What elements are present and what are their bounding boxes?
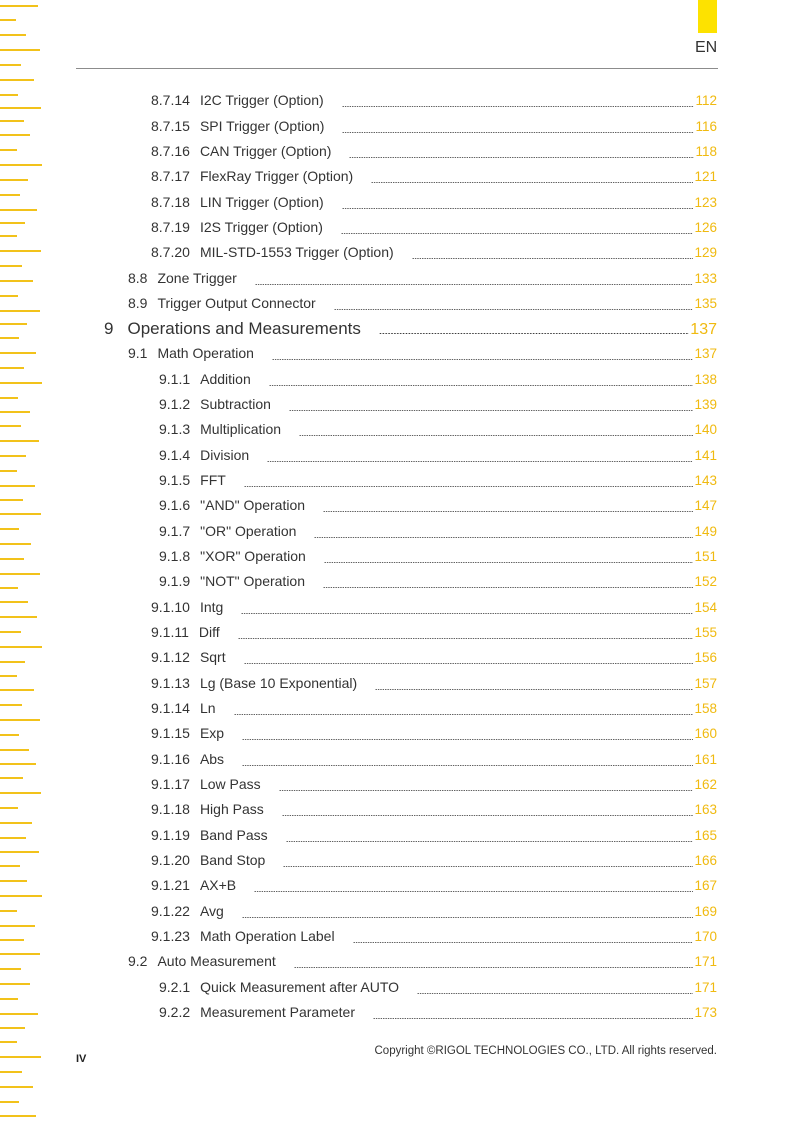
toc-entry-page: 162: [694, 777, 717, 792]
toc-entry-number: 9.2.2: [159, 1004, 191, 1020]
toc-entry-number: 8.8: [128, 270, 148, 286]
toc-entry-number: 9.1.16: [151, 751, 190, 767]
toc-entry-title: Subtraction: [200, 396, 271, 412]
dot-leader: [342, 106, 695, 107]
toc-entry-title: Quick Measurement after AUTO: [200, 979, 400, 995]
toc-entry-number: 9.1.6: [159, 497, 191, 513]
dot-leader: [242, 765, 693, 766]
toc-entry-page: 112: [695, 93, 717, 108]
toc-entry-page: 147: [694, 498, 717, 513]
toc-entry[interactable]: [151, 751, 717, 771]
toc-entry-title: I2C Trigger (Option): [199, 92, 324, 108]
dot-leader: [289, 410, 694, 411]
toc-entry-page: 137: [694, 346, 717, 361]
toc-entry[interactable]: [151, 219, 717, 239]
dot-leader: [242, 739, 693, 740]
toc-entry-title: Exp: [199, 725, 225, 741]
dot-leader: [238, 638, 694, 639]
dot-leader: [342, 208, 694, 209]
toc-entry[interactable]: [151, 244, 717, 264]
toc-entry-number: 8.7.16: [151, 143, 190, 159]
toc-entry-number: 9.1.19: [151, 827, 190, 843]
toc-entry-title: Zone Trigger: [157, 270, 237, 286]
toc-entry-title: CAN Trigger (Option): [199, 143, 332, 159]
toc-entry[interactable]: [151, 624, 717, 644]
toc-entry-title: Ln: [199, 700, 216, 716]
toc-entry[interactable]: [151, 194, 717, 214]
toc-entry[interactable]: [151, 168, 717, 188]
toc-entry[interactable]: [159, 979, 717, 999]
toc-entry[interactable]: [159, 497, 717, 517]
footer-copyright: Copyright ©RIGOL TECHNOLOGIES CO., LTD. All rights reserved.: [374, 1045, 717, 1057]
toc-entry-number: 9.1.14: [151, 700, 190, 716]
toc-entry[interactable]: [128, 270, 717, 290]
toc-entry-page: 135: [694, 296, 717, 311]
toc-entry-page: 140: [694, 422, 717, 437]
toc-entry-number: 9.1.23: [151, 928, 190, 944]
toc-entry-number: 9.1.11: [151, 624, 189, 640]
dot-leader: [375, 689, 693, 690]
toc-entry-page: 123: [694, 195, 717, 210]
dot-leader: [269, 385, 694, 386]
toc-entry-page: 165: [694, 828, 717, 843]
dot-leader: [283, 866, 693, 867]
toc-entry-number: 9.1.17: [151, 776, 190, 792]
dot-leader: [323, 511, 693, 512]
dot-leader: [417, 993, 693, 994]
dot-leader: [267, 461, 693, 462]
toc-entry-title: Diff: [198, 624, 220, 640]
toc-entry-title: Low Pass: [199, 776, 261, 792]
toc-entry[interactable]: [159, 1004, 717, 1024]
dot-leader: [279, 790, 694, 791]
dot-leader: [379, 333, 689, 334]
toc-entry-title: "NOT" Operation: [200, 573, 306, 589]
toc-entry-title: Auto Measurement: [157, 953, 276, 969]
dot-leader: [244, 486, 694, 487]
toc-entry[interactable]: [128, 953, 717, 973]
toc-entry-page: 138: [694, 372, 717, 387]
dot-leader: [254, 891, 693, 892]
toc-entry-number: 9.1: [128, 345, 148, 361]
toc-entry-title: Measurement Parameter: [200, 1004, 355, 1020]
toc-entry-title: Abs: [199, 751, 225, 767]
dot-leader: [294, 967, 694, 968]
dot-leader: [241, 613, 693, 614]
toc-entry-number: 9.1.10: [151, 599, 190, 615]
toc-entry-title: AX+B: [199, 877, 237, 893]
dot-leader: [341, 233, 694, 234]
dot-leader: [299, 435, 693, 436]
dot-leader: [334, 309, 694, 310]
toc-entry-page: 167: [694, 878, 717, 893]
toc-entry[interactable]: [151, 599, 717, 619]
toc-entry-page: 171: [694, 954, 717, 969]
toc-entry-page: 170: [694, 929, 717, 944]
toc-entry[interactable]: [159, 472, 717, 492]
toc-entry-page: 163: [694, 802, 717, 817]
toc-entry-title: FlexRay Trigger (Option): [199, 168, 354, 184]
toc-entry-title: I2S Trigger (Option): [199, 219, 323, 235]
toc-entry-page: 154: [694, 600, 717, 615]
toc-entry-number: 9.1.22: [151, 903, 190, 919]
toc-entry[interactable]: [151, 827, 717, 847]
toc-entry[interactable]: [151, 877, 717, 897]
toc-entry-page: 149: [694, 524, 717, 539]
toc-entry-title: Sqrt: [199, 649, 226, 665]
toc-entry[interactable]: [159, 573, 717, 593]
dot-leader: [353, 942, 694, 943]
dot-leader: [324, 562, 694, 563]
dot-leader: [412, 258, 694, 259]
toc-entry[interactable]: [151, 92, 717, 112]
toc-entry-title: Intg: [199, 599, 224, 615]
toc-entry-page: 141: [694, 448, 717, 463]
toc-entry[interactable]: [151, 928, 717, 948]
toc-entry-title: Operations and Measurements: [127, 319, 361, 338]
toc-entry-title: SPI Trigger (Option): [199, 118, 325, 134]
toc-entry[interactable]: [151, 649, 717, 669]
toc-entry-number: 8.7.15: [151, 118, 190, 134]
dot-leader: [349, 157, 694, 158]
toc-entry-title: Avg: [199, 903, 224, 919]
toc-entry[interactable]: [151, 675, 717, 695]
toc-entry-title: MIL-STD-1553 Trigger (Option): [199, 244, 394, 260]
dot-leader: [373, 1018, 693, 1019]
toc-entry[interactable]: [151, 700, 717, 720]
toc-entry[interactable]: [151, 143, 717, 163]
toc-entry-number: 8.7.20: [151, 244, 190, 260]
dot-leader: [323, 587, 693, 588]
toc-entry-number: 9.1.13: [151, 675, 190, 691]
toc-entry[interactable]: [159, 523, 717, 543]
toc-entry-number: 9.1.21: [151, 877, 190, 893]
dot-leader: [255, 284, 694, 285]
toc-entry-number: 9.1.7: [159, 523, 191, 539]
toc-entry-number: 9.1.1: [159, 371, 191, 387]
toc-entry-title: "AND" Operation: [200, 497, 306, 513]
toc-entry-title: Math Operation Label: [199, 928, 335, 944]
dot-leader: [242, 917, 694, 918]
toc-entry-title: Band Stop: [199, 852, 266, 868]
toc-entry-number: 9.1.3: [159, 421, 191, 437]
toc-entry-title: Division: [200, 447, 250, 463]
toc-entry-title: Trigger Output Connector: [157, 295, 316, 311]
toc-entry-title: FFT: [200, 472, 226, 488]
toc-entry-page: 166: [694, 853, 717, 868]
toc-entry-page: 173: [694, 1005, 717, 1020]
toc-entry[interactable]: [151, 852, 717, 872]
toc-chapter-entry[interactable]: [104, 319, 717, 339]
toc-entry-number: 9.1.20: [151, 852, 190, 868]
dot-leader: [234, 714, 694, 715]
toc-entry-page: 143: [694, 473, 717, 488]
toc-entry[interactable]: [128, 295, 717, 315]
language-label: EN: [695, 39, 718, 56]
toc-entry-title: Math Operation: [157, 345, 254, 361]
dot-leader: [244, 663, 694, 664]
toc-entry-number: 9.1.18: [151, 801, 190, 817]
toc-entry[interactable]: [151, 903, 717, 923]
toc-entry-page: 156: [694, 650, 717, 665]
toc-entry-number: 9.1.12: [151, 649, 190, 665]
toc-entry-page: 139: [694, 397, 717, 412]
toc-entry-page: 151: [694, 549, 717, 564]
toc-entry-number: 9.2.1: [159, 979, 191, 995]
toc-entry-number: 9.1.9: [159, 573, 191, 589]
toc-entry[interactable]: [151, 776, 717, 796]
toc-entry[interactable]: [128, 345, 717, 365]
toc-entry-page: 158: [694, 701, 717, 716]
toc-entry[interactable]: [159, 421, 717, 441]
toc-entry-number: 8.7.14: [151, 92, 190, 108]
toc-entry[interactable]: [159, 548, 717, 568]
toc-entry-title: LIN Trigger (Option): [199, 194, 324, 210]
dot-leader: [272, 359, 694, 360]
toc-entry-number: 9.1.4: [159, 447, 191, 463]
toc-entry-page: 129: [694, 245, 717, 260]
toc-entry-page: 121: [694, 169, 717, 184]
toc-entry-number: 9.1.15: [151, 725, 190, 741]
toc-entry-page: 157: [694, 676, 717, 691]
dot-leader: [314, 537, 693, 538]
dot-leader: [282, 815, 694, 816]
toc-entry-page: 155: [694, 625, 717, 640]
toc-entry-number: 9: [104, 319, 114, 338]
toc-entry-page: 171: [694, 980, 717, 995]
toc-entry-page: 133: [694, 271, 717, 286]
toc-entry-title: High Pass: [199, 801, 264, 817]
toc-entry-number: 8.7.18: [151, 194, 190, 210]
toc-entry-page: 126: [694, 220, 717, 235]
toc-entry[interactable]: [151, 801, 717, 821]
toc-entry-page: 169: [694, 904, 717, 919]
toc-entry-page: 152: [694, 574, 717, 589]
toc-entry-title: Band Pass: [199, 827, 268, 843]
toc-entry-page: 116: [695, 119, 717, 134]
toc-entry-page: 118: [695, 144, 717, 159]
footer-page-number: IV: [76, 1053, 87, 1065]
toc-entry-number: 9.1.2: [159, 396, 191, 412]
toc-entry-title: "XOR" Operation: [200, 548, 306, 564]
toc-entry[interactable]: [159, 371, 717, 391]
toc-entry-number: 8.7.17: [151, 168, 190, 184]
dot-leader: [286, 841, 694, 842]
toc-entry-title: Lg (Base 10 Exponential): [199, 675, 358, 691]
toc-entry-number: 9.1.5: [159, 472, 191, 488]
toc-entry[interactable]: [159, 447, 717, 467]
toc-entry-number: 9.1.8: [159, 548, 191, 564]
toc-entry-page: 137: [690, 321, 717, 338]
dot-leader: [371, 182, 693, 183]
dot-leader: [342, 132, 694, 133]
toc-entry[interactable]: [159, 396, 717, 416]
toc-entry-title: Addition: [200, 371, 251, 387]
toc-entry-number: 9.2: [128, 953, 148, 969]
toc-entry-page: 160: [694, 726, 717, 741]
toc-entry-page: 161: [694, 752, 717, 767]
toc-entry-title: Multiplication: [200, 421, 282, 437]
toc-entry[interactable]: [151, 725, 717, 745]
toc-entry[interactable]: [151, 118, 717, 138]
toc-entry-number: 8.7.19: [151, 219, 190, 235]
toc-entry-title: "OR" Operation: [200, 523, 297, 539]
toc-entry-number: 8.9: [128, 295, 148, 311]
